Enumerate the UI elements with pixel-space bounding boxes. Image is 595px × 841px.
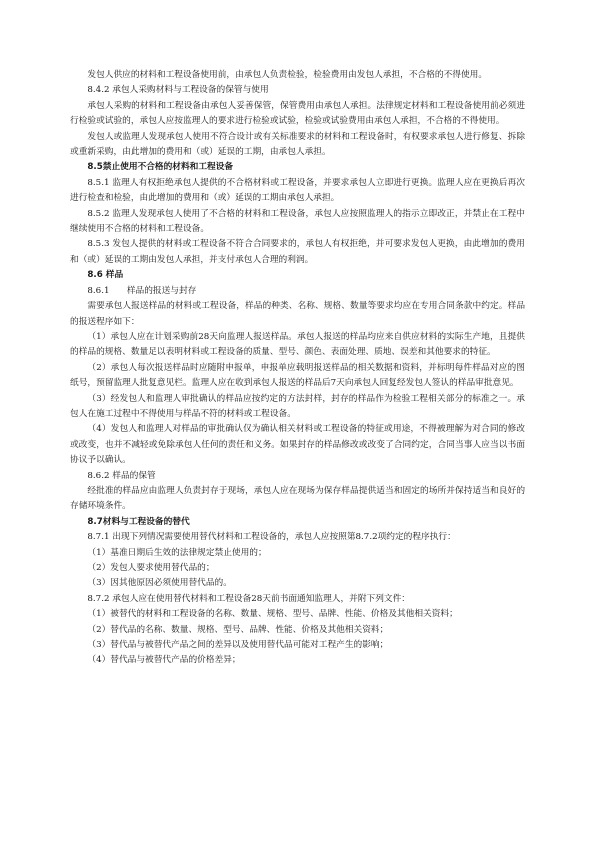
body-paragraph: （1）基准日期后生效的法律规定禁止使用的；	[87, 547, 267, 558]
body-paragraph: 发包人供应的材料和工程设备使用前，由承包人负责检验，检验费用由发包人承担，不合格的不得使用。	[87, 70, 488, 80]
body-paragraph: （3）经发包人和监理人审批确认的样品应按约定的方法封样，封存的样品作为检验工程相关部分的标准之一。承包人在施工过程中不得使用与样品不符的材料或工程设备。	[70, 393, 525, 419]
body-paragraph: （1）被替代的材料和工程设备的名称、数量、规格、型号、品牌、性能、价格及其他相关资料；	[87, 609, 458, 620]
body-paragraph: （4）替代品与被替代产品的价格差异；	[87, 655, 241, 666]
body-paragraph: （1）承包人应在计划采购前28天向监理人报送样品。承包人报送的样品均应来自供应材料的实际生产地，且提供的样品的规格、数量足以表明材料或工程设备的质量、型号、颜色、表面处理、质地、误差和其他要求的特征。	[70, 331, 525, 358]
body-paragraph: 8.4.2 承包人采购材料与工程设备的保管与使用	[87, 85, 269, 96]
body-paragraph: 发包人或监理人发现承包人使用不符合设计或有关标准要求的材料和工程设备时，有权要求承包人进行修复、拆除或重新采购，由此增加的费用和（或）延误的工期，由承包人承担。	[70, 131, 525, 158]
section-heading: 8.6 样品	[87, 270, 124, 281]
section-heading: 8.7材料与工程设备的替代	[87, 516, 190, 527]
section-heading: 8.5禁止使用不合格的材料和工程设备	[87, 162, 234, 173]
body-paragraph: 8.6.1 样品的报送与封存	[87, 285, 197, 296]
body-paragraph: （2）承包人每次报送样品时应随附申报单，申报单应载明报送样品的相关数据和资料，并标明每件样品对应的图纸号，预留监理人批复意见栏。监理人应在收到承包人报送的样品后7天向承包人回复经发包人签认的样品审批意见。	[70, 362, 525, 389]
body-paragraph: （3）因其他原因必须使用替代品的。	[87, 578, 232, 589]
body-paragraph: 8.5.2 监理人发现承包人使用了不合格的材料和工程设备，承包人应按照监理人的指示立即改正，并禁止在工程中继续使用不合格的材料和工程设备。	[70, 208, 525, 235]
body-paragraph: 承包人采购的材料和工程设备由承包人妥善保管，保管费用由承包人承担。法律规定材料和工程设备使用前必须进行检验或试验的，承包人应按监理人的要求进行检验或试验，检验或试验费用由承包人承担，不合格的不得使用。	[70, 100, 525, 127]
body-paragraph: 8.7.1 出现下列情况需要使用替代材料和工程设备的，承包人应按照第8.7.2项约定的程序执行：	[87, 532, 456, 543]
body-paragraph: （3）替代品与被替代产品之间的差异以及使用替代品可能对工程产生的影响；	[87, 640, 389, 651]
body-paragraph: （4）发包人和监理人对样品的审批确认仅为确认相关材料或工程设备的特征或用途，不得被理解为对合同的修改或改变，也并不减轻或免除承包人任何的责任和义务。如果封存的样品修改或改变了合同约定，合同当事人应当以书面协议予以确认。	[70, 424, 525, 466]
body-paragraph: 8.7.2 承包人应在使用替代材料和工程设备28天前书面通知监理人，并附下列文件：	[87, 593, 410, 604]
body-paragraph: 经批准的样品应由监理人负责封存于现场，承包人应在现场为保存样品提供适当和固定的场所并保持适当和良好的存储环境条件。	[70, 485, 525, 512]
body-paragraph: （2）发包人要求使用替代品的；	[87, 563, 215, 573]
document-page	[70, 68, 525, 669]
body-paragraph: 需要承包人报送样品的材料或工程设备，样品的种类、名称、规格、数量等要求均应在专用合同条款中约定。样品的报送程序如下：	[70, 301, 525, 327]
body-paragraph: 8.5.1 监理人有权拒绝承包人提供的不合格材料或工程设备，并要求承包人立即进行更换。监理人应在更换后再次进行检查和检验，由此增加的费用和（或）延误的工期由承包人承担。	[70, 177, 525, 204]
body-paragraph: 8.5.3 发包人提供的材料或工程设备不符合合同要求的，承包人有权拒绝，并可要求发包人更换，由此增加的费用和（或）延误的工期由发包人承担，并支付承包人合理的利润。	[70, 239, 525, 265]
body-paragraph: 8.6.2 样品的保管	[87, 470, 156, 481]
body-paragraph: （2）替代品的名称、数量、规格、型号、品牌、性能、价格及其他相关资料；	[87, 624, 389, 635]
